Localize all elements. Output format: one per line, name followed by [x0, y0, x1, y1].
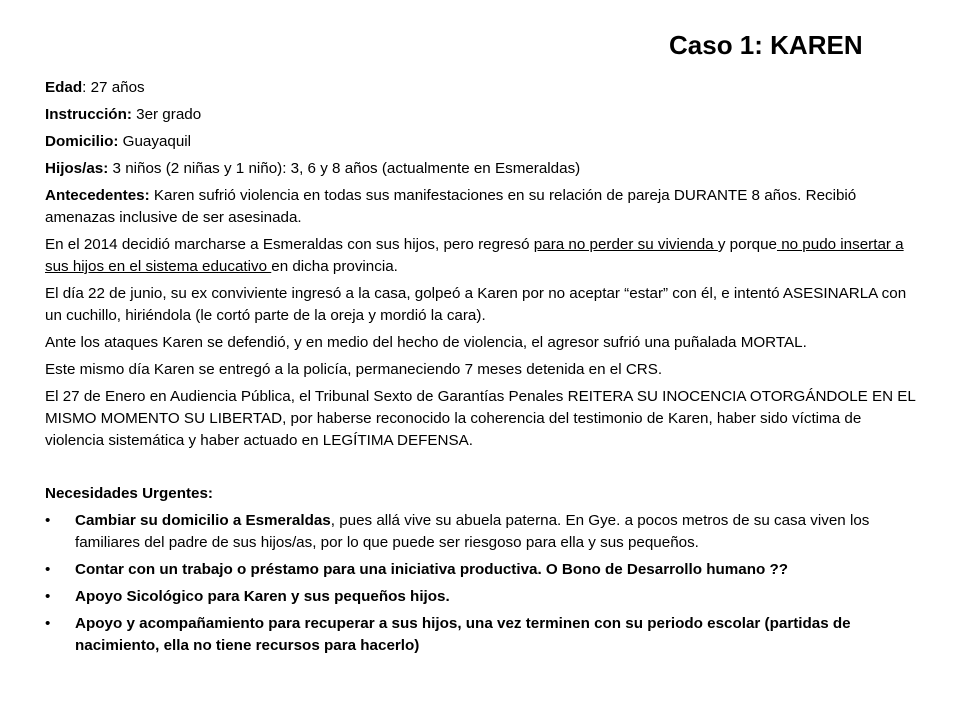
- needs-item-bold: Cambiar su domicilio a Esmeraldas: [75, 512, 331, 529]
- bullet-icon: •: [45, 615, 51, 632]
- needs-item-rest: , pues allá vive su abuela paterna. En Gye. a pocos metros de su casa viven los familiares del padre de sus hijos/as, por lo que puede ser riesgoso para ella y sus pequeños.: [75, 512, 870, 551]
- spacer: [45, 457, 920, 483]
- needs-item-bold: Contar con un trabajo o préstamo para una iniciativa productiva. O Bono de Desarrollo humano ??: [75, 561, 789, 578]
- field-hijos-value: 3 niños (2 niñas y 1 niño): 3, 6 y 8 años (actualmente en Esmeraldas): [108, 160, 581, 177]
- slide-title: Caso 1: KAREN: [669, 30, 863, 60]
- paragraph-2014: [45, 234, 920, 278]
- field-edad-label: Edad: [45, 79, 83, 96]
- field-instruccion: [45, 104, 920, 126]
- paragraph-entrega: Este mismo día Karen se entregó a la policía, permaneciendo 7 meses detenida en el CRS.: [45, 361, 663, 378]
- paragraph-2014-a: En el 2014 decidió marcharse a Esmeraldas con sus hijos, pero regresó: [45, 236, 534, 253]
- needs-item: [45, 586, 920, 608]
- field-domicilio-label: Domicilio:: [45, 133, 119, 150]
- field-antecedentes-label: Antecedentes:: [45, 187, 150, 204]
- field-antecedentes: [45, 185, 920, 229]
- needs-list: [45, 510, 920, 657]
- paragraph-27-enero: El 27 de Enero en Audiencia Pública, el Tribunal Sexto de Garantías Penales REITERA SU INOCENCIA OTORGÁNDOLE EN EL MISMO MOMENTO SU LIBERTAD, por haberse reconocido la coherencia del testimonio de Karen, haber sido víctima de violencia sistemática y haber actuado en LEGÍTIMA DEFENSA.: [45, 388, 916, 449]
- field-domicilio-value: Guayaquil: [118, 133, 192, 150]
- case-content: [45, 77, 920, 662]
- paragraph-22-junio: El día 22 de junio, su ex conviviente ingresó a la casa, golpeó a Karen por no aceptar “estar” con él, e intentó ASESINARLA con un cuchillo, hiriéndola (le cortó parte de la oreja y mordió la cara).: [45, 285, 907, 324]
- needs-heading: Necesidades Urgentes:: [45, 485, 213, 502]
- paragraph-2014-b: y porque: [717, 236, 777, 253]
- paragraph-2014-underline-1: para no perder su vivienda: [533, 236, 718, 253]
- field-hijos: [45, 158, 920, 180]
- needs-item: [45, 510, 920, 554]
- bullet-icon: •: [45, 512, 51, 529]
- field-edad-value: : 27 años: [82, 79, 145, 96]
- field-domicilio: [45, 131, 920, 153]
- field-edad: [45, 77, 920, 99]
- needs-item-bold: Apoyo Sicológico para Karen y sus pequeños hijos.: [75, 588, 450, 605]
- needs-item: [45, 613, 920, 657]
- field-instruccion-value: 3er grado: [131, 106, 202, 123]
- needs-item-bold: Apoyo y acompañamiento para recuperar a sus hijos, una vez terminen con su periodo escolar (partidas de nacimiento, ella no tiene recursos para hacerlo): [75, 615, 851, 654]
- needs-item: [45, 559, 920, 581]
- bullet-icon: •: [45, 588, 51, 605]
- field-antecedentes-value: Karen sufrió violencia en todas sus manifestaciones en su relación de pareja DURANTE 8 años. Recibió amenazas inclusive de ser asesinada.: [45, 187, 857, 226]
- slide-title-area: [0, 30, 960, 70]
- paragraph-2014-underline-2: no pudo insertar a sus hijos en el sistema educativo: [45, 236, 904, 275]
- paragraph-defensa: Ante los ataques Karen se defendió, y en medio del hecho de violencia, el agresor sufrió una puñalada MORTAL.: [45, 334, 807, 351]
- field-instruccion-label: Instrucción:: [45, 106, 132, 123]
- paragraph-2014-c: en dicha provincia.: [271, 258, 398, 275]
- bullet-icon: •: [45, 561, 51, 578]
- field-hijos-label: Hijos/as:: [45, 160, 109, 177]
